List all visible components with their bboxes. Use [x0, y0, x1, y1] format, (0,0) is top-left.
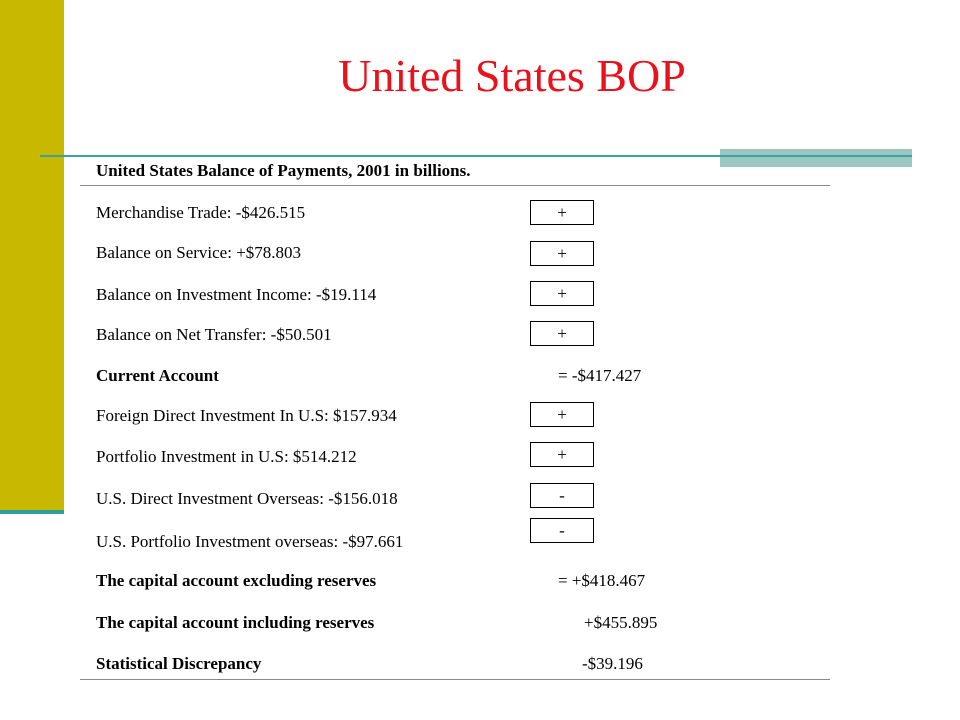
row-fdi-in-us: Foreign Direct Investment In U.S: $157.934 [96, 406, 397, 425]
row-capital-including-reserves: The capital account including reserves [96, 613, 375, 632]
sign-box-fdi-in-us: + [530, 402, 594, 427]
sign-box-us-portfolio-overseas: - [530, 518, 594, 543]
table-title: United States Balance of Payments, 2001 in billions. [96, 161, 471, 180]
result-capital-excluding-reserves: = +$418.467 [558, 571, 646, 590]
row-merchandise-trade: Merchandise Trade: -$426.515 [96, 203, 306, 222]
row-capital-excluding-reserves: The capital account excluding reserves [96, 571, 377, 590]
row-statistical-discrepancy: Statistical Discrepancy [96, 654, 262, 673]
divider-accent-block [720, 149, 912, 167]
side-accent-bar [0, 0, 64, 512]
sign-box-us-direct-overseas: - [530, 483, 594, 508]
slide-title: United States BOP [338, 50, 686, 101]
sign-box-merchandise-trade: + [530, 200, 594, 225]
sign-box-balance-on-service: + [530, 241, 594, 266]
row-us-direct-overseas: U.S. Direct Investment Overseas: -$156.018 [96, 489, 398, 508]
result-statistical-discrepancy: -$39.196 [582, 654, 643, 673]
sign-box-portfolio-in-us: + [530, 442, 594, 467]
side-accent-bar-edge [0, 510, 64, 514]
row-balance-on-service: Balance on Service: +$78.803 [96, 243, 302, 262]
sign-box-net-transfer: + [530, 321, 594, 346]
row-current-account: Current Account [96, 366, 219, 385]
row-net-transfer: Balance on Net Transfer: -$50.501 [96, 325, 332, 344]
row-investment-income: Balance on Investment Income: -$19.114 [96, 285, 377, 304]
table-bottom-rule [80, 679, 830, 680]
row-portfolio-in-us: Portfolio Investment in U.S: $514.212 [96, 447, 357, 466]
table-top-rule [80, 185, 830, 186]
result-capital-including-reserves: +$455.895 [584, 613, 658, 632]
result-current-account: = -$417.427 [558, 366, 642, 385]
row-us-portfolio-overseas: U.S. Portfolio Investment overseas: -$97.661 [96, 532, 404, 551]
sign-box-investment-income: + [530, 281, 594, 306]
